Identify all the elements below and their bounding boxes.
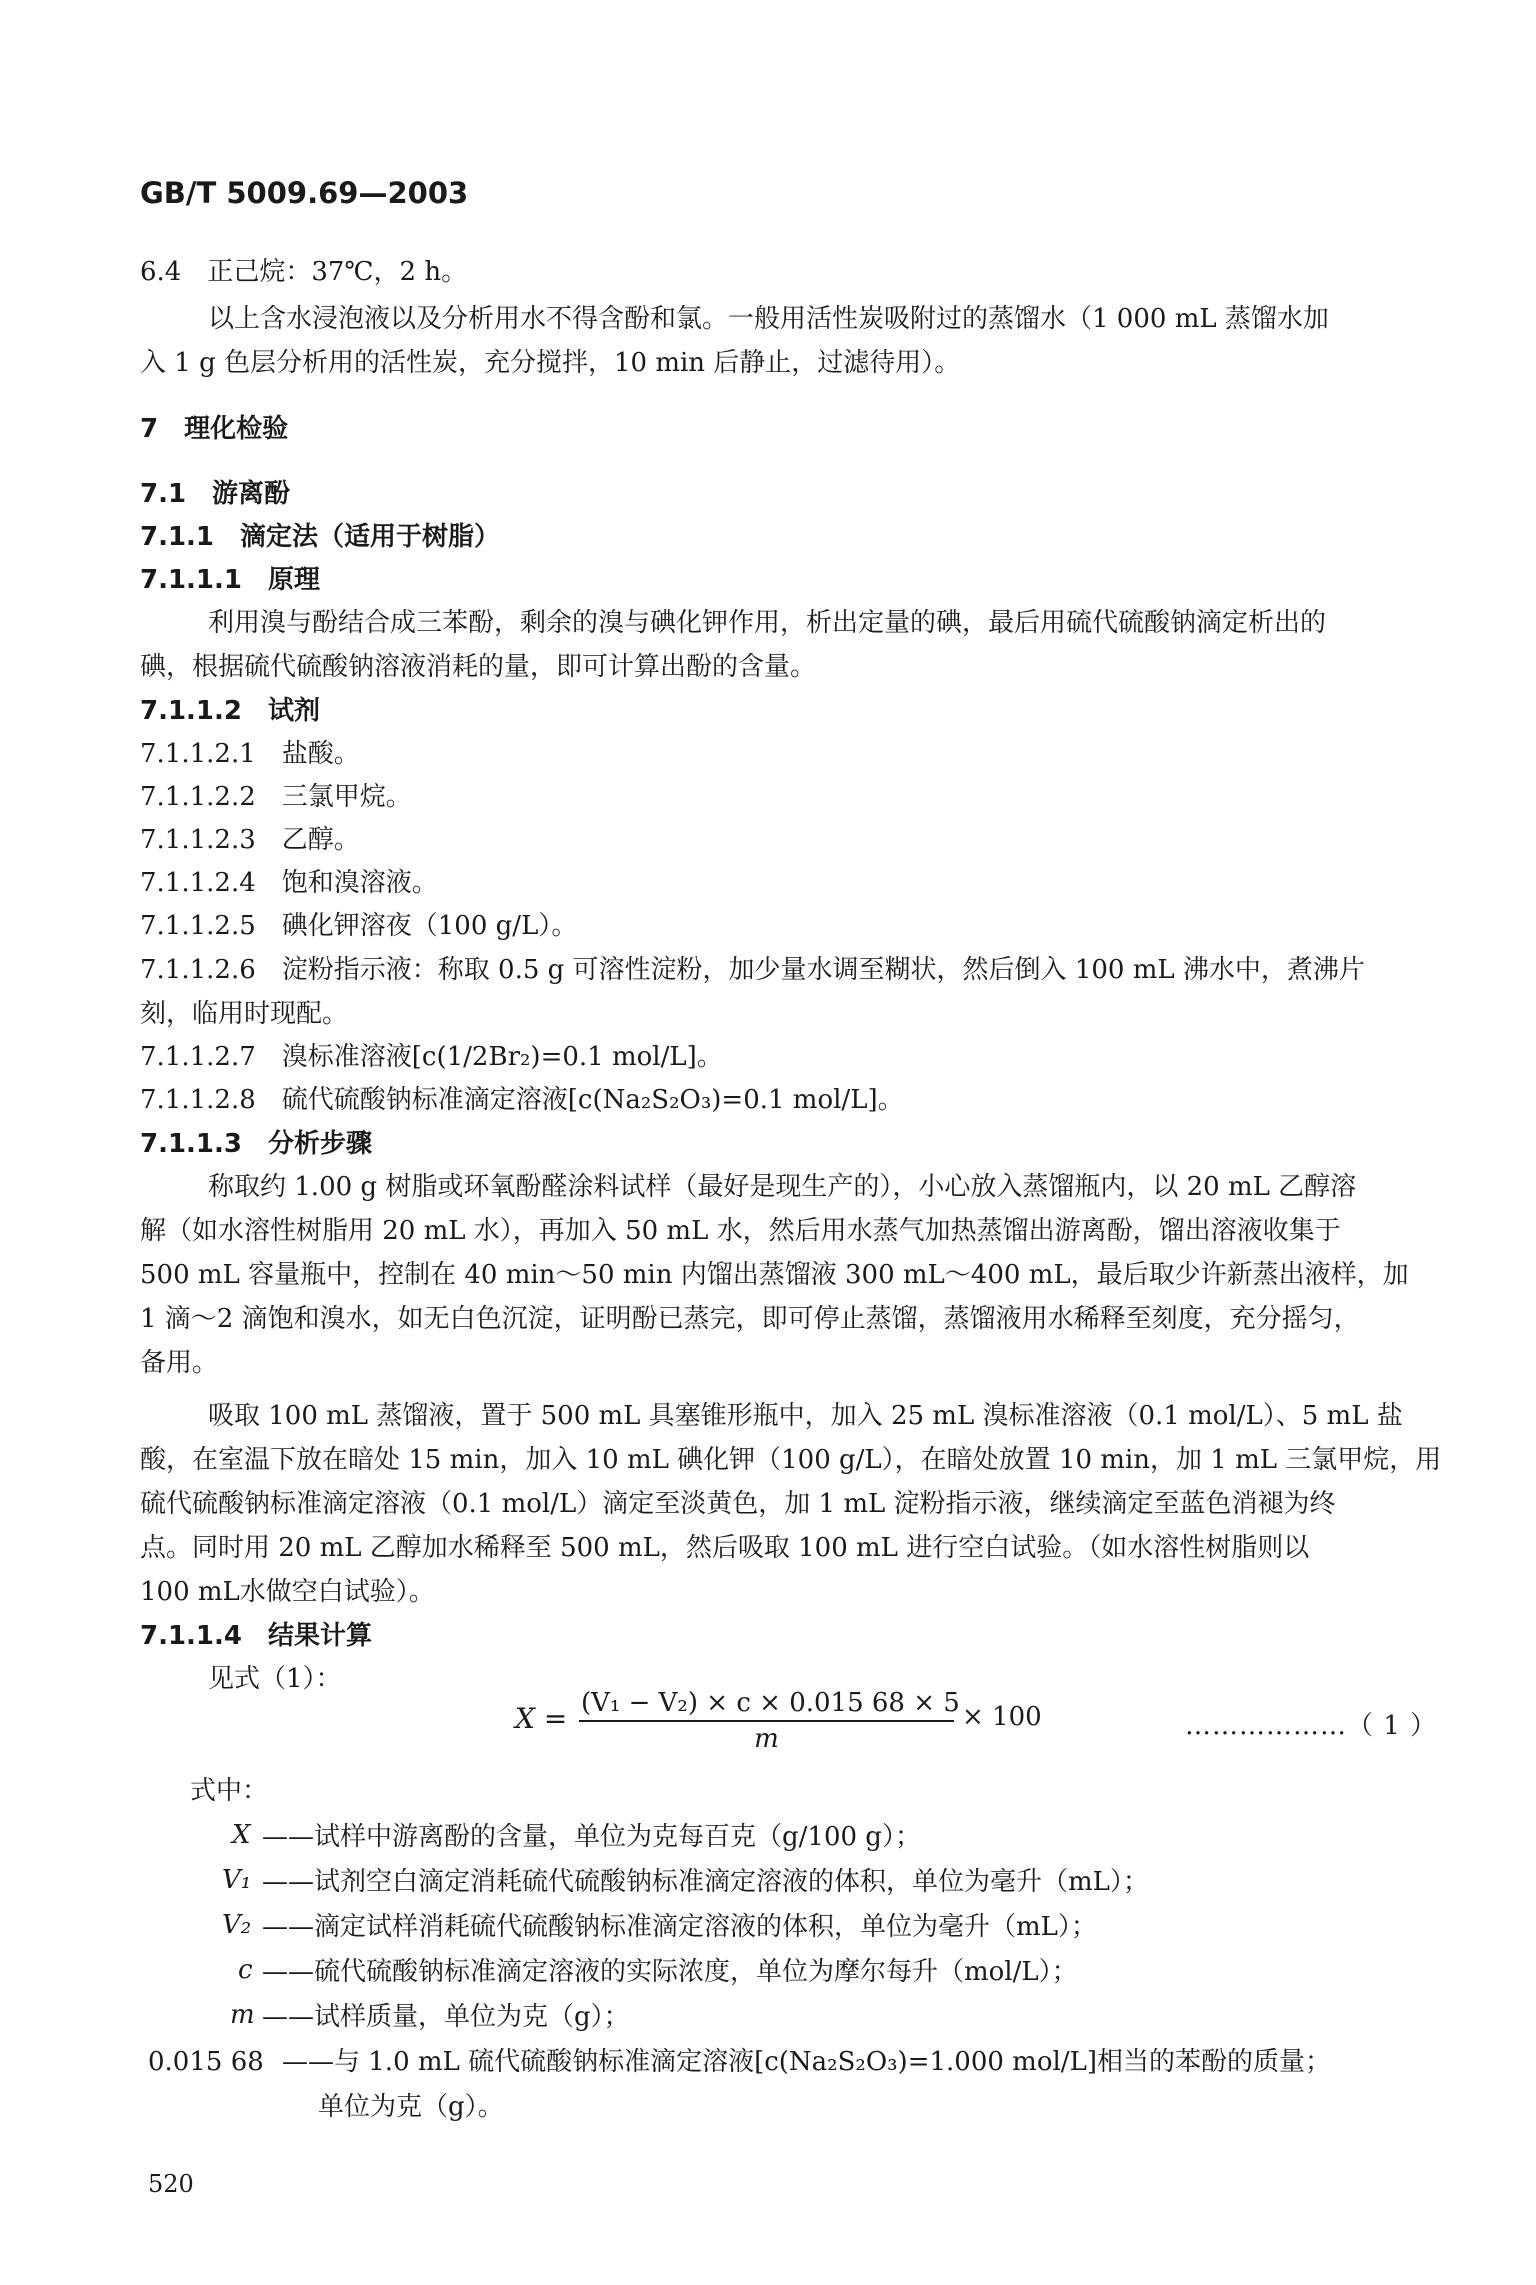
body-text-line: 1 滴～2 滴饱和溴水，如无白色沉淀，证明酚已蒸完，即可停止蒸馏，蒸馏液用水稀释至刻度，充分摇匀，: [140, 1304, 1360, 1334]
body-text-line: 7.1.1.2.3 乙醇。: [140, 825, 360, 855]
def-description: ——试样中游离酚的含量，单位为克每百克（g/100 g）；: [262, 1822, 921, 1852]
def-symbol: V₂: [222, 1910, 252, 1940]
section-heading: 7.1 游离酚: [140, 479, 291, 509]
body-text-line: 硫代硫酸钠标准滴定溶液（0.1 mol/L）滴定至淡黄色，加 1 mL 淀粉指示液，继续滴定至蓝色消褪为终: [140, 1489, 1336, 1519]
body-text-line: 酸，在室温下放在暗处 15 min，加入 10 mL 碘化钾（100 g/L），在暗处放置 10 min，加 1 mL 三氯甲烷，用: [140, 1445, 1442, 1475]
def-description: ——硫代硫酸钠标准滴定溶液的实际浓度，单位为摩尔每升（mol/L）；: [262, 1957, 1078, 1987]
formula-lhs: X =: [515, 1702, 568, 1735]
body-text-line: 7.1.1.2.5 碘化钾溶夜（100 g/L）。: [140, 911, 578, 941]
body-text-line: 见式（1）：: [208, 1664, 342, 1694]
def-symbol: V₁: [222, 1865, 252, 1895]
body-text-line: 备用。: [140, 1348, 219, 1378]
body-text-line: 6.4 正己烷：37℃，2 h。: [140, 257, 468, 287]
formula-fraction: [579, 1688, 960, 1754]
equation-number: ………………（ 1 ）: [1185, 1711, 1438, 1741]
page-number: 520: [148, 2170, 194, 2198]
def-description: ——试样质量，单位为克（g）；: [262, 2002, 630, 2032]
body-text-line: 式中：: [190, 1776, 269, 1806]
standard-code-header: GB/T 5009.69—2003: [140, 176, 469, 210]
def-description: ——试剂空白滴定消耗硫代硫酸钠标准滴定溶液的体积，单位为毫升（mL）；: [262, 1867, 1149, 1897]
def-symbol: m: [230, 2000, 255, 2030]
formula-denominator: m: [754, 1724, 779, 1754]
section-heading: 7.1.1.1 原理: [140, 565, 320, 595]
def-description: ——滴定试样消耗硫代硫酸钠标准滴定溶液的体积，单位为毫升（mL）；: [262, 1912, 1097, 1942]
body-text-line: 7.1.1.2.8 硫代硫酸钠标准滴定溶液[c(Na₂S₂O₃)=0.1 mol/L]。: [140, 1085, 904, 1115]
def-symbol: X: [232, 1820, 251, 1850]
body-text-line: 7.1.1.2.2 三氯甲烷。: [140, 782, 412, 812]
body-text-line: 100 mL水做空白试验）。: [140, 1577, 435, 1607]
formula-numerator: (V₁ − V₂) × c × 0.015 68 × 5: [579, 1688, 954, 1722]
section-heading: 7.1.1 滴定法（适用于树脂）: [140, 522, 501, 552]
formula-1: [515, 1688, 1055, 1758]
section-heading: 7.1.1.4 结果计算: [140, 1621, 372, 1651]
body-text-line: 7.1.1.2.4 饱和溴溶液。: [140, 868, 438, 898]
body-text-line: 解（如水溶性树脂用 20 mL 水），再加入 50 mL 水，然后用水蒸气加热蒸馏出游离酚，馏出溶液收集于: [140, 1216, 1341, 1246]
body-text-line: 点。同时用 20 mL 乙醇加水稀释至 500 mL，然后吸取 100 mL 进行空白试验。（如水溶性树脂则以: [140, 1533, 1310, 1563]
body-text-line: 吸取 100 mL 蒸馏液，置于 500 mL 具塞锥形瓶中，加入 25 mL 溴标准溶液（0.1 mol/L）、5 mL 盐: [208, 1401, 1403, 1431]
body-text-line: 7.1.1.2.6 淀粉指示液：称取 0.5 g 可溶性淀粉，加少量水调至糊状，然后倒入 100 mL 沸水中，煮沸片: [140, 955, 1365, 985]
body-text-line: 以上含水浸泡液以及分析用水不得含酚和氯。一般用活性炭吸附过的蒸馏水（1 000 mL 蒸馏水加: [208, 304, 1329, 334]
formula-tail: × 100: [962, 1702, 1042, 1732]
def-description-continued: 单位为克（g）。: [318, 2092, 504, 2122]
def-symbol: c: [238, 1955, 253, 1985]
section-heading: 7 理化检验: [140, 414, 289, 444]
body-text-line: 称取约 1.00 g 树脂或环氧酚醛涂料试样（最好是现生产的），小心放入蒸馏瓶内，以 20 mL 乙醇溶: [208, 1172, 1357, 1202]
body-text-line: 7.1.1.2.1 盐酸。: [140, 739, 360, 769]
body-text-line: 入 1 g 色层分析用的活性炭，充分搅拌，10 min 后静止，过滤待用）。: [140, 348, 961, 378]
body-text-line: 500 mL 容量瓶中，控制在 40 min～50 min 内馏出蒸馏液 300 mL～400 mL，最后取少许新蒸出液样，加: [140, 1260, 1409, 1290]
section-heading: 7.1.1.2 试剂: [140, 696, 320, 726]
body-text-line: 刻，临用时现配。: [140, 999, 349, 1029]
section-heading: 7.1.1.3 分析步骤: [140, 1129, 372, 1159]
body-text-line: 利用溴与酚结合成三苯酚，剩余的溴与碘化钾作用，析出定量的碘，最后用硫代硫酸钠滴定析出的: [208, 608, 1327, 638]
body-text-line: 7.1.1.2.7 溴标准溶液[c(1/2Br₂)=0.1 mol/L]。: [140, 1042, 723, 1072]
def-description: ——与 1.0 mL 硫代硫酸钠标准滴定溶液[c(Na₂S₂O₃)=1.000 mol/L]相当的苯酚的质量；: [282, 2047, 1331, 2077]
body-text-line: 碘，根据硫代硫酸钠溶液消耗的量，即可计算出酚的含量。: [140, 652, 817, 682]
def-symbol: 0.015 68: [148, 2047, 264, 2077]
